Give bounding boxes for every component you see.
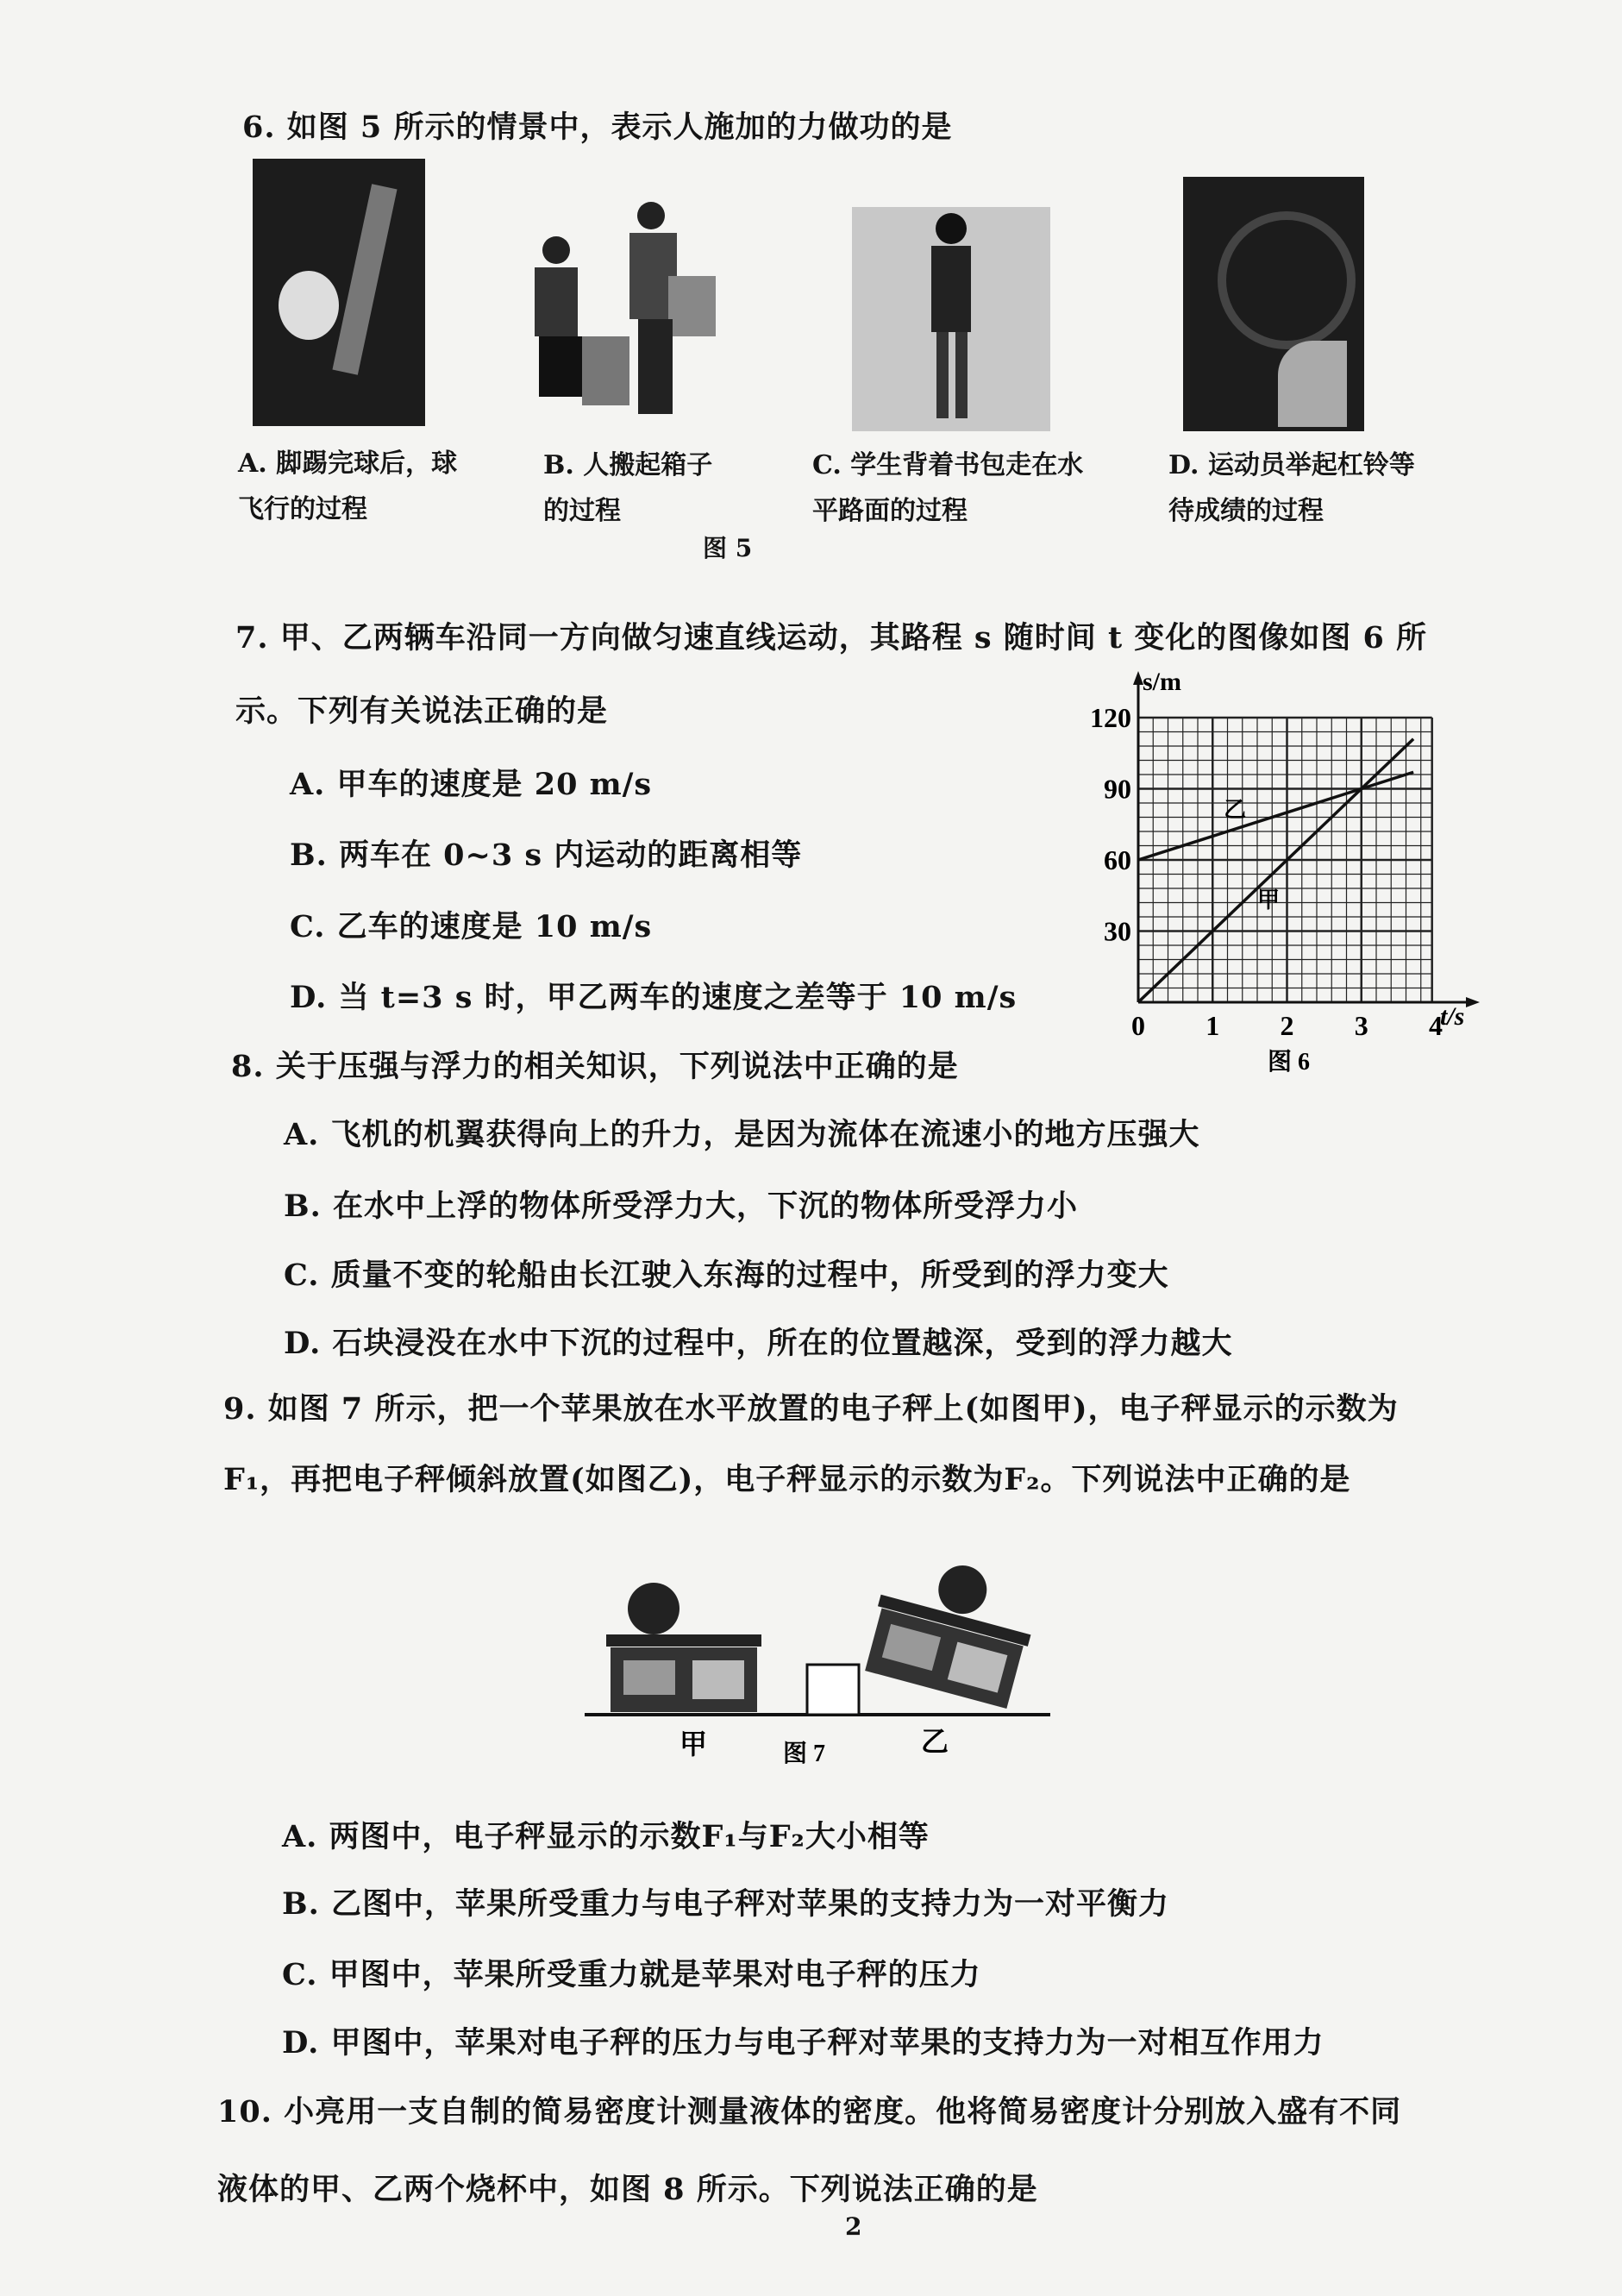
q7-option-a: A. 甲车的速度是 20 m/s — [290, 767, 653, 802]
page-number: 2 — [845, 2212, 862, 2241]
figure-6-chart — [1061, 664, 1509, 1078]
figure-7-caption: 图 7 — [783, 1741, 826, 1767]
scale-tilted — [861, 1546, 1043, 1710]
figure-5-caption: 图 5 — [703, 534, 753, 562]
x-tick-label: 1 — [1206, 1010, 1220, 1041]
fig7-label-jia: 甲 — [679, 1728, 708, 1760]
x-axis-label: t/s — [1440, 1002, 1465, 1031]
series-line-yi — [1138, 772, 1413, 860]
q6-option-b-line1: B. 人搬起箱子 — [543, 450, 713, 480]
x-tick-label: 4 — [1429, 1010, 1443, 1041]
q9-stem-line1: 9. 如图 7 所示，把一个苹果放在水平放置的电子秤上(如图甲)，电子秤显示的示数为 — [223, 1391, 1399, 1427]
series-line-jia — [1138, 739, 1413, 1002]
y-tick-label: 60 — [1104, 844, 1131, 875]
scale-flat — [606, 1583, 761, 1712]
y-axis-label: s/m — [1143, 668, 1181, 696]
q6-option-a-line1: A. 脚踢完球后，球 — [238, 449, 458, 479]
photo-kick-ball — [253, 159, 425, 426]
q6-option-c-line1: C. 学生背着书包走在水 — [812, 450, 1084, 480]
y-tick-label: 120 — [1090, 702, 1131, 733]
q9-option-c: C. 甲图中，苹果所受重力就是苹果对电子秤的压力 — [282, 1957, 981, 1992]
photo-student-backpack — [852, 207, 1050, 431]
q6-option-d-line1: D. 运动员举起杠铃等 — [1168, 450, 1415, 480]
q6-option-d-line2: 待成绩的过程 — [1168, 496, 1324, 526]
q8-option-b: B. 在水中上浮的物体所受浮力大，下沉的物体所受浮力小 — [284, 1189, 1078, 1224]
x-tick-label: 2 — [1280, 1010, 1294, 1041]
y-tick-label: 90 — [1104, 773, 1131, 805]
q7-option-c: C. 乙车的速度是 10 m/s — [290, 909, 653, 944]
q8-option-c: C. 质量不变的轮船由长江驶入东海的过程中，所受到的浮力变大 — [284, 1258, 1169, 1293]
q7-option-b: B. 两车在 0~3 s 内运动的距离相等 — [290, 837, 803, 873]
q7-stem-line2: 示。下列有关说法正确的是 — [235, 693, 609, 729]
q10-stem-line2: 液体的甲、乙两个烧杯中，如图 8 所示。下列说法正确的是 — [217, 2172, 1038, 2207]
y-tick-label: 30 — [1104, 915, 1131, 947]
q6-option-a-line2: 飞行的过程 — [238, 494, 367, 524]
q6-option-b-line2: 的过程 — [543, 496, 621, 526]
q8-option-a: A. 飞机的机翼获得向上的升力，是因为流体在流速小的地方压强大 — [284, 1117, 1200, 1152]
q8-stem: 8. 关于压强与浮力的相关知识，下列说法中正确的是 — [231, 1049, 959, 1084]
q6-option-c-line2: 平路面的过程 — [812, 496, 968, 526]
q9-option-a: A. 两图中，电子秤显示的示数F₁与F₂大小相等 — [282, 1819, 930, 1854]
fig7-label-yi: 乙 — [921, 1726, 949, 1757]
q9-option-b: B. 乙图中，苹果所受重力与电子秤对苹果的支持力为一对平衡力 — [282, 1886, 1169, 1922]
q6-stem: 6. 如图 5 所示的情景中，表示人施加的力做功的是 — [242, 110, 953, 145]
q9-stem-line2: F₁，再把电子秤倾斜放置(如图乙)，电子秤显示的示数为F₂。下列说法中正确的是 — [223, 1462, 1351, 1497]
q7-option-d: D. 当 t=3 s 时，甲乙两车的速度之差等于 10 m/s — [290, 980, 1018, 1015]
series-label: 甲 — [1257, 888, 1281, 913]
photo-lift-box — [522, 198, 729, 423]
x-axis-arrow — [1466, 997, 1480, 1007]
figure-6-caption: 图 6 — [1268, 1049, 1311, 1076]
photo-weightlifter — [1183, 177, 1364, 431]
figure-7-scales — [580, 1535, 1063, 1768]
series-label: 乙 — [1224, 797, 1247, 823]
q8-option-d: D. 石块浸没在水中下沉的过程中，所在的位置越深，受到的浮力越大 — [284, 1326, 1233, 1361]
q9-option-d: D. 甲图中，苹果对电子秤的压力与电子秤对苹果的支持力为一对相互作用力 — [282, 2025, 1325, 2061]
q10-stem-line1: 10. 小亮用一支自制的简易密度计测量液体的密度。他将简易密度计分别放入盛有不同 — [217, 2094, 1402, 2130]
x-tick-label: 0 — [1131, 1010, 1145, 1041]
support-block — [807, 1665, 859, 1715]
q7-stem-line1: 7. 甲、乙两辆车沿同一方向做匀速直线运动，其路程 s 随时间 t 变化的图像如图 6 所 — [235, 620, 1428, 656]
x-tick-label: 3 — [1354, 1010, 1368, 1041]
